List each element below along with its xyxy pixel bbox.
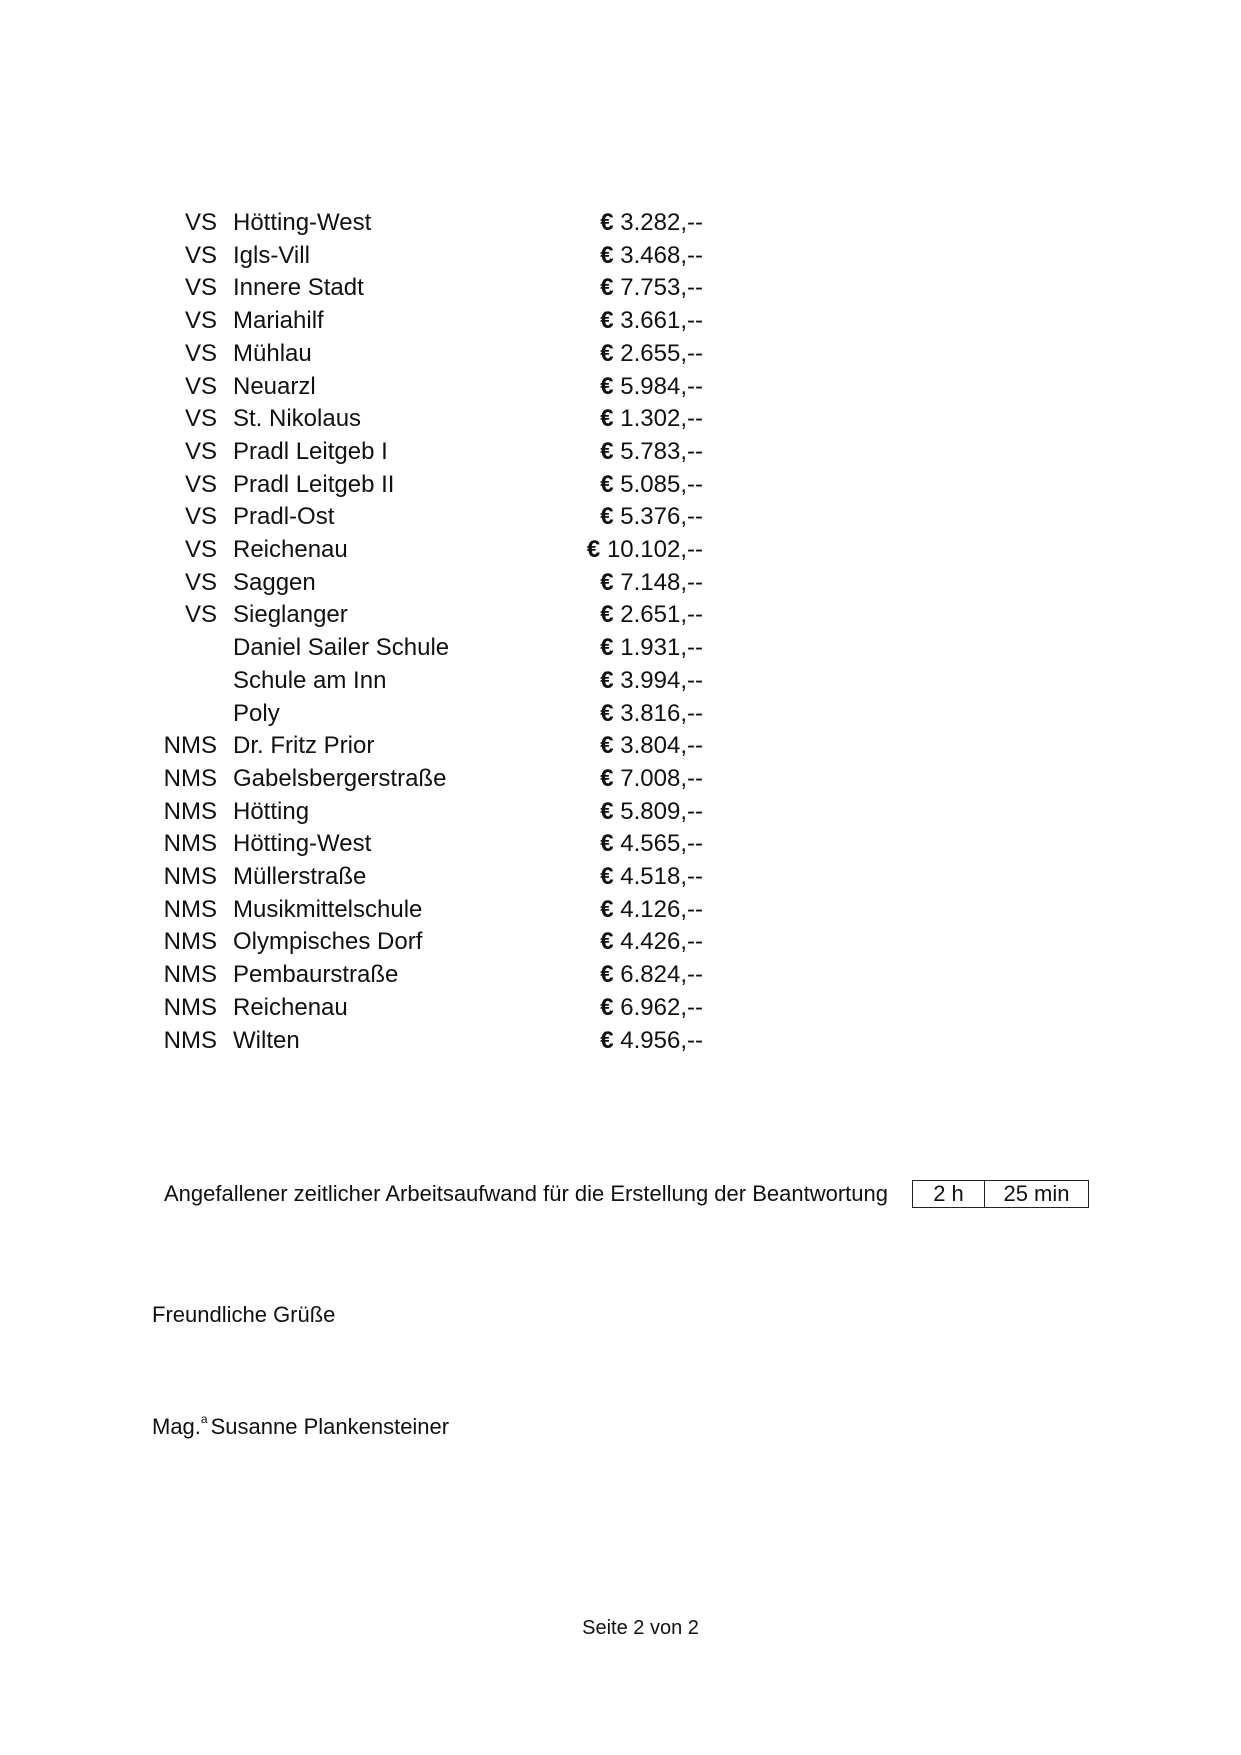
euro-symbol: € — [600, 863, 614, 891]
work-effort-hours: 2 h — [913, 1181, 985, 1207]
closing-greeting: Freundliche Grüße — [152, 1302, 336, 1327]
euro-symbol: € — [600, 437, 614, 465]
euro-symbol: € — [600, 830, 614, 858]
school-rows — [150, 207, 703, 1057]
table-row — [150, 207, 703, 240]
school-type: NMS — [163, 863, 217, 891]
table-row — [150, 305, 703, 338]
school-amount-cell — [493, 371, 703, 404]
euro-symbol: € — [600, 1026, 614, 1054]
table-row — [150, 763, 703, 796]
school-amount-cell — [493, 665, 703, 698]
school-name: Schule am Inn — [233, 666, 387, 694]
work-effort-minutes: 25 min — [1003, 1181, 1070, 1206]
table-row — [150, 861, 703, 894]
school-amount-cell — [493, 305, 703, 338]
school-amount-cell — [493, 207, 703, 240]
school-amount: 3.661,-- — [620, 307, 703, 335]
school-type: NMS — [163, 993, 217, 1021]
euro-symbol: € — [600, 307, 614, 335]
school-amount-cell — [493, 436, 703, 469]
school-type: VS — [184, 274, 217, 302]
euro-symbol: € — [600, 241, 614, 269]
table-row — [150, 436, 703, 469]
school-amount-cell — [493, 796, 703, 829]
school-type: NMS — [163, 797, 217, 825]
school-name: Musikmittelschule — [233, 895, 423, 923]
school-amount: 4.126,-- — [620, 895, 703, 923]
school-name: Hötting-West — [233, 209, 372, 236]
school-amount-cell — [493, 501, 703, 534]
school-type: VS — [184, 241, 217, 269]
school-name: Wilten — [233, 1026, 300, 1054]
school-name: Innere Stadt — [233, 274, 364, 302]
school-name: Mühlau — [233, 339, 312, 367]
euro-symbol: € — [600, 209, 614, 236]
school-amount: 3.468,-- — [620, 241, 703, 269]
school-type: NMS — [163, 928, 217, 956]
academic-title-suffix: a — [200, 1412, 208, 1426]
school-type: NMS — [163, 830, 217, 858]
school-name: Reichenau — [233, 993, 348, 1021]
school-amount: 6.962,-- — [620, 993, 703, 1021]
school-name: Daniel Sailer Schule — [233, 634, 450, 662]
school-name: Sieglanger — [233, 601, 348, 629]
school-amount: 10.102,-- — [606, 536, 703, 564]
school-type: NMS — [163, 1026, 217, 1054]
table-row — [150, 534, 703, 567]
school-amount-cell — [493, 632, 703, 665]
euro-symbol: € — [600, 601, 614, 629]
table-row — [150, 665, 703, 698]
school-type: VS — [184, 503, 217, 531]
school-amount-cell — [493, 240, 703, 273]
school-type: VS — [184, 601, 217, 629]
school-type: NMS — [163, 764, 217, 792]
school-type: VS — [184, 339, 217, 367]
page-number: Seite 2 von 2 — [582, 1617, 699, 1639]
school-amount-cell — [493, 992, 703, 1025]
table-row — [150, 894, 703, 927]
school-name: Hötting — [233, 797, 310, 825]
table-row — [150, 926, 703, 959]
school-name: Mariahilf — [233, 307, 324, 335]
school-amount: 4.518,-- — [620, 863, 703, 891]
school-amount-cell — [493, 926, 703, 959]
school-amount: 7.148,-- — [620, 568, 703, 596]
school-type: VS — [184, 372, 217, 400]
euro-symbol: € — [600, 634, 614, 662]
school-type: VS — [184, 470, 217, 498]
euro-symbol: € — [586, 536, 601, 564]
school-amount: 1.931,-- — [620, 634, 703, 662]
euro-symbol: € — [600, 470, 614, 498]
school-name: Poly — [233, 699, 280, 727]
school-funding-table — [150, 207, 703, 1057]
table-row — [150, 992, 703, 1025]
school-amount: 3.282,-- — [620, 209, 703, 236]
school-name: Igls-Vill — [233, 241, 310, 269]
school-amount-cell — [493, 698, 703, 731]
euro-symbol: € — [600, 732, 614, 760]
school-type — [150, 632, 217, 665]
school-amount: 3.816,-- — [620, 699, 703, 727]
school-amount-cell — [493, 534, 703, 567]
school-amount: 5.783,-- — [620, 437, 703, 465]
school-name: Neuarzl — [233, 372, 316, 400]
school-amount-cell — [493, 338, 703, 371]
school-amount-cell — [493, 272, 703, 305]
school-amount: 5.984,-- — [620, 372, 703, 400]
euro-symbol: € — [600, 764, 614, 792]
euro-symbol: € — [600, 339, 614, 367]
table-row — [150, 632, 703, 665]
table-row — [150, 469, 703, 502]
school-type: VS — [184, 405, 217, 433]
signature-line — [152, 1414, 449, 1440]
school-name: Pembaurstraße — [233, 961, 399, 989]
euro-symbol: € — [600, 699, 614, 727]
school-amount-cell — [493, 959, 703, 992]
school-type: NMS — [163, 895, 217, 923]
table-row — [150, 828, 703, 861]
school-amount-cell — [493, 894, 703, 927]
table-row — [150, 698, 703, 731]
table-row — [150, 501, 703, 534]
school-name: Pradl Leitgeb II — [233, 470, 395, 498]
school-amount: 7.753,-- — [620, 274, 703, 302]
school-type: VS — [184, 209, 217, 236]
euro-symbol: € — [600, 666, 614, 694]
school-amount-cell — [493, 1025, 703, 1058]
table-row — [150, 730, 703, 763]
table-row — [150, 371, 703, 404]
school-name: Hötting-West — [233, 830, 372, 858]
school-type: NMS — [163, 732, 217, 760]
school-amount-cell — [493, 763, 703, 796]
school-amount-cell — [493, 730, 703, 763]
school-type: VS — [184, 536, 217, 564]
school-name: Pradl Leitgeb I — [233, 437, 388, 465]
school-amount: 4.565,-- — [620, 830, 703, 858]
school-type — [150, 665, 217, 698]
school-amount-cell — [493, 828, 703, 861]
school-amount: 2.655,-- — [620, 339, 703, 367]
table-row — [150, 272, 703, 305]
school-amount-cell — [493, 469, 703, 502]
academic-title: Mag. — [152, 1414, 201, 1439]
work-effort-row — [164, 1180, 1089, 1208]
signatory-name: Susanne Plankensteiner — [210, 1414, 450, 1439]
school-type: VS — [184, 307, 217, 335]
euro-symbol: € — [600, 274, 614, 302]
table-row — [150, 338, 703, 371]
school-amount: 5.376,-- — [620, 503, 703, 531]
table-row — [150, 796, 703, 829]
school-amount: 5.085,-- — [620, 470, 703, 498]
work-effort-box — [912, 1180, 1089, 1208]
school-name: Reichenau — [233, 536, 348, 564]
school-name: Saggen — [233, 568, 316, 596]
school-name: Pradl-Ost — [233, 503, 335, 531]
euro-symbol: € — [600, 503, 614, 531]
euro-symbol: € — [600, 372, 614, 400]
school-name: Dr. Fritz Prior — [233, 732, 375, 760]
work-effort-label: Angefallener zeitlicher Arbeitsaufwand für die Erstellung der Beantwortung — [164, 1181, 888, 1206]
table-row — [150, 1025, 703, 1058]
school-amount: 6.824,-- — [620, 961, 703, 989]
school-name: St. Nikolaus — [233, 405, 362, 433]
table-row — [150, 240, 703, 273]
euro-symbol: € — [600, 405, 614, 433]
school-amount: 4.956,-- — [620, 1026, 703, 1054]
school-type: VS — [184, 437, 217, 465]
euro-symbol: € — [600, 928, 614, 956]
school-name: Gabelsbergerstraße — [233, 764, 447, 792]
school-type — [150, 698, 217, 731]
school-amount: 1.302,-- — [620, 405, 703, 433]
table-row — [150, 403, 703, 436]
school-amount: 7.008,-- — [620, 764, 703, 792]
school-amount-cell — [493, 403, 703, 436]
euro-symbol: € — [600, 797, 614, 825]
school-amount-cell — [493, 567, 703, 600]
school-type: VS — [184, 568, 217, 596]
table-row — [150, 959, 703, 992]
euro-symbol: € — [600, 993, 614, 1021]
euro-symbol: € — [600, 961, 614, 989]
euro-symbol: € — [600, 568, 614, 596]
school-amount-cell — [493, 599, 703, 632]
school-amount: 2.651,-- — [620, 601, 703, 629]
school-name: Müllerstraße — [233, 863, 367, 891]
school-amount: 4.426,-- — [620, 928, 703, 956]
school-amount: 3.804,-- — [620, 732, 703, 760]
school-amount-cell — [493, 861, 703, 894]
euro-symbol: € — [600, 895, 614, 923]
school-amount: 5.809,-- — [620, 797, 703, 825]
school-amount: 3.994,-- — [620, 666, 703, 694]
school-type: NMS — [163, 961, 217, 989]
table-row — [150, 599, 703, 632]
school-name: Olympisches Dorf — [233, 928, 423, 956]
table-row — [150, 567, 703, 600]
